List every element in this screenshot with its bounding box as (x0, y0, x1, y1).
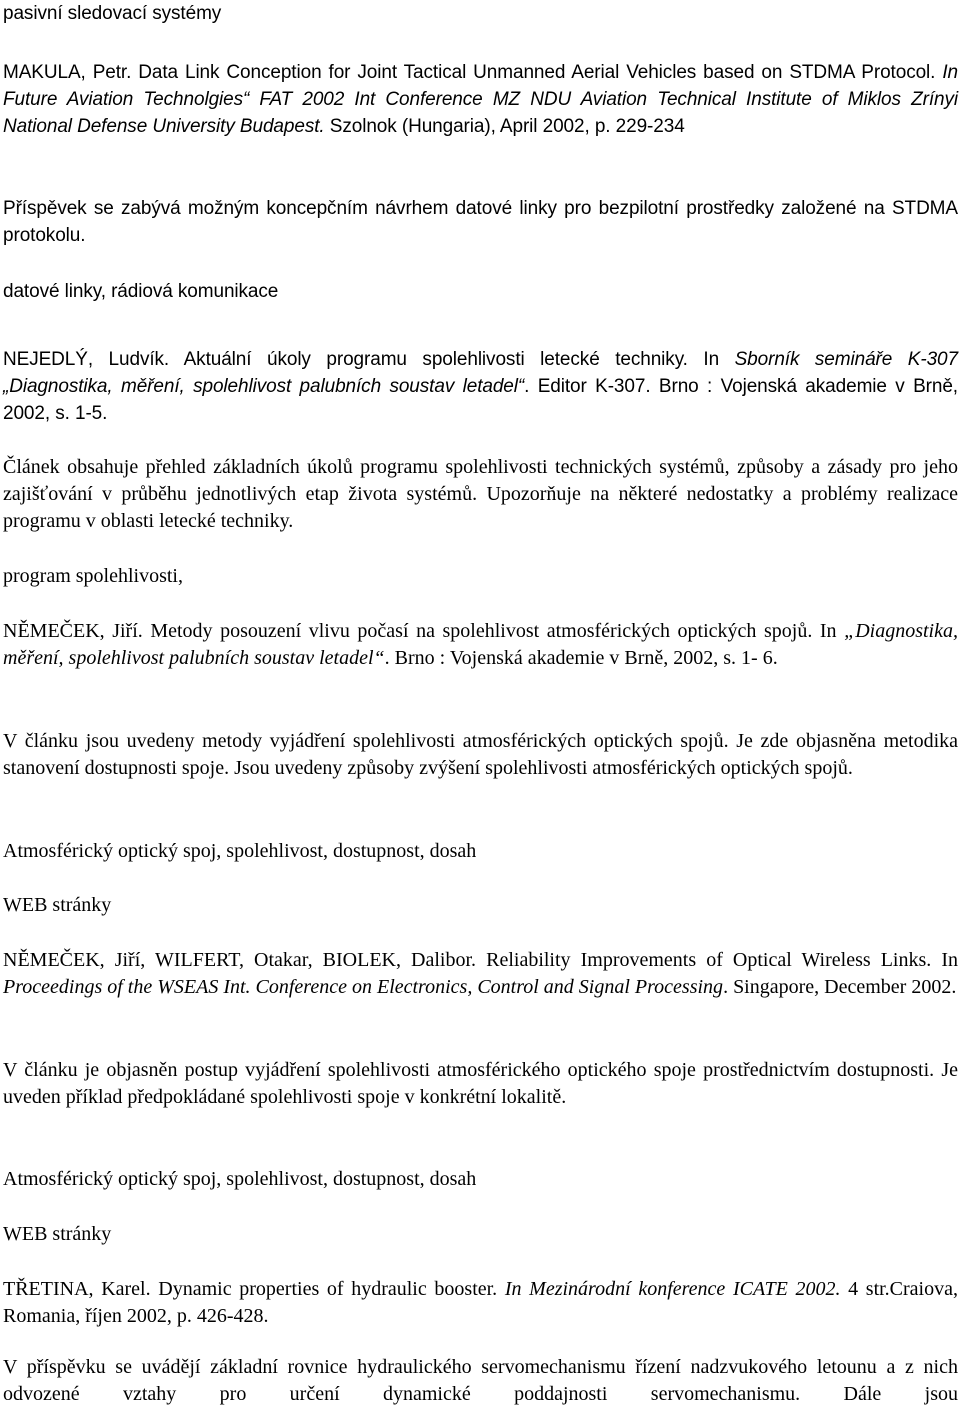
keywords-nemecek-2: Atmosférický optický spoj, spolehlivost, dostupnost, dosah (3, 1168, 477, 1190)
citation-text: NEJEDLÝ, Ludvík. Aktuální úkoly programu spolehlivosti letecké techniky. In (3, 349, 735, 370)
keywords-nemecek-1: Atmosférický optický spoj, spolehlivost, dostupnost, dosah (3, 840, 477, 862)
source-nemecek-1: WEB stránky (3, 894, 112, 916)
citation-text: . Editor K-307. Brno : Vojenská akademie v Brně, 2002, s. 1-5. (3, 376, 958, 424)
citation-source-title: Sborník semináře K-307 „Diagnostika, měření, spolehlivost palubních soustav letadel“ (3, 349, 958, 397)
keywords-makula: datové linky, rádiová komunikace (3, 281, 279, 302)
keywords-nejedly: program spolehlivosti, (3, 565, 183, 587)
citation-text: Szolnok (Hungaria), April 2002, p. 229-234 (324, 116, 685, 137)
citation-nejedly (3, 346, 958, 427)
abstract-makula: Příspěvek se zabývá možným koncepčním návrhem datové linky pro bezpilotní prostředky založené na STDMA protokolu. (3, 198, 958, 246)
citation-nemecek-2 (3, 947, 958, 1001)
citation-text: 4 str.Craiova, Romania, říjen 2002, p. 426-428. (3, 1278, 958, 1327)
citation-text: MAKULA, Petr. Data Link Conception for Joint Tactical Unmanned Aerial Vehicles based on STDMA Protocol. (3, 62, 943, 83)
citation-source-title: „Diagnostika, měření, spolehlivost palubních soustav letadel“ (3, 620, 958, 669)
citation-source-title: In Future Aviation Technolgies“ FAT 2002 Int Conference MZ NDU Aviation Technical Institute of Miklos Zrínyi National Defense University Budapest. (3, 62, 958, 137)
keywords-line: pasivní sledovací systémy (3, 3, 222, 24)
citation-tretina (3, 1276, 958, 1330)
source-nemecek-2: WEB stránky (3, 1223, 112, 1245)
citation-source-title: In Mezinárodní konference ICATE 2002. (504, 1278, 841, 1300)
citation-source-title: Proceedings of the WSEAS Int. Conference on Electronics, Control and Signal Processing (3, 976, 724, 998)
citation-text: NĚMEČEK, Jiří, WILFERT, Otakar, BIOLEK, Dalibor. Reliability Improvements of Optical Wireless Links. In (3, 949, 958, 971)
citation-text: TŘETINA, Karel. Dynamic properties of hydraulic booster. (3, 1278, 505, 1300)
citation-text: . Singapore, December 2002. (723, 976, 957, 998)
citation-nemecek-1 (3, 618, 958, 672)
citation-makula (3, 59, 958, 140)
citation-text: . Brno : Vojenská akademie v Brně, 2002, s. 1- 6. (384, 647, 778, 669)
abstract-tretina: V příspěvku se uvádějí základní rovnice hydraulického servomechanismu řízení nadzvukového letounu a z nich odvozené vztahy pro určení dynamické poddajnosti servomechanismu. Dále jsou (3, 1356, 958, 1405)
citation-text: NĚMEČEK, Jiří. Metody posouzení vlivu počasí na spolehlivost atmosférických optických spojů. In (3, 620, 845, 642)
abstract-nejedly: Článek obsahuje přehled základních úkolů programu spolehlivosti technických systémů, způsoby a zásady pro jeho zajišťování v průběhu jednotlivých etap života systémů. Upozorňuje na některé nedostatky a problémy realizace programu v oblasti letecké techniky. (3, 456, 958, 532)
abstract-nemecek-2: V článku je objasněn postup vyjádření spolehlivosti atmosférického optického spoje prostřednictvím dostupnosti. Je uveden příklad předpokládané spolehlivosti spoje v konkrétní lokalitě. (3, 1059, 958, 1108)
abstract-nemecek-1: V článku jsou uvedeny metody vyjádření spolehlivosti atmosférických optických spojů. Je zde objasněna metodika stanovení dostupnosti spoje. Jsou uvedeny způsoby zvýšení spolehlivosti atmosférických optických spojů. (3, 730, 958, 779)
